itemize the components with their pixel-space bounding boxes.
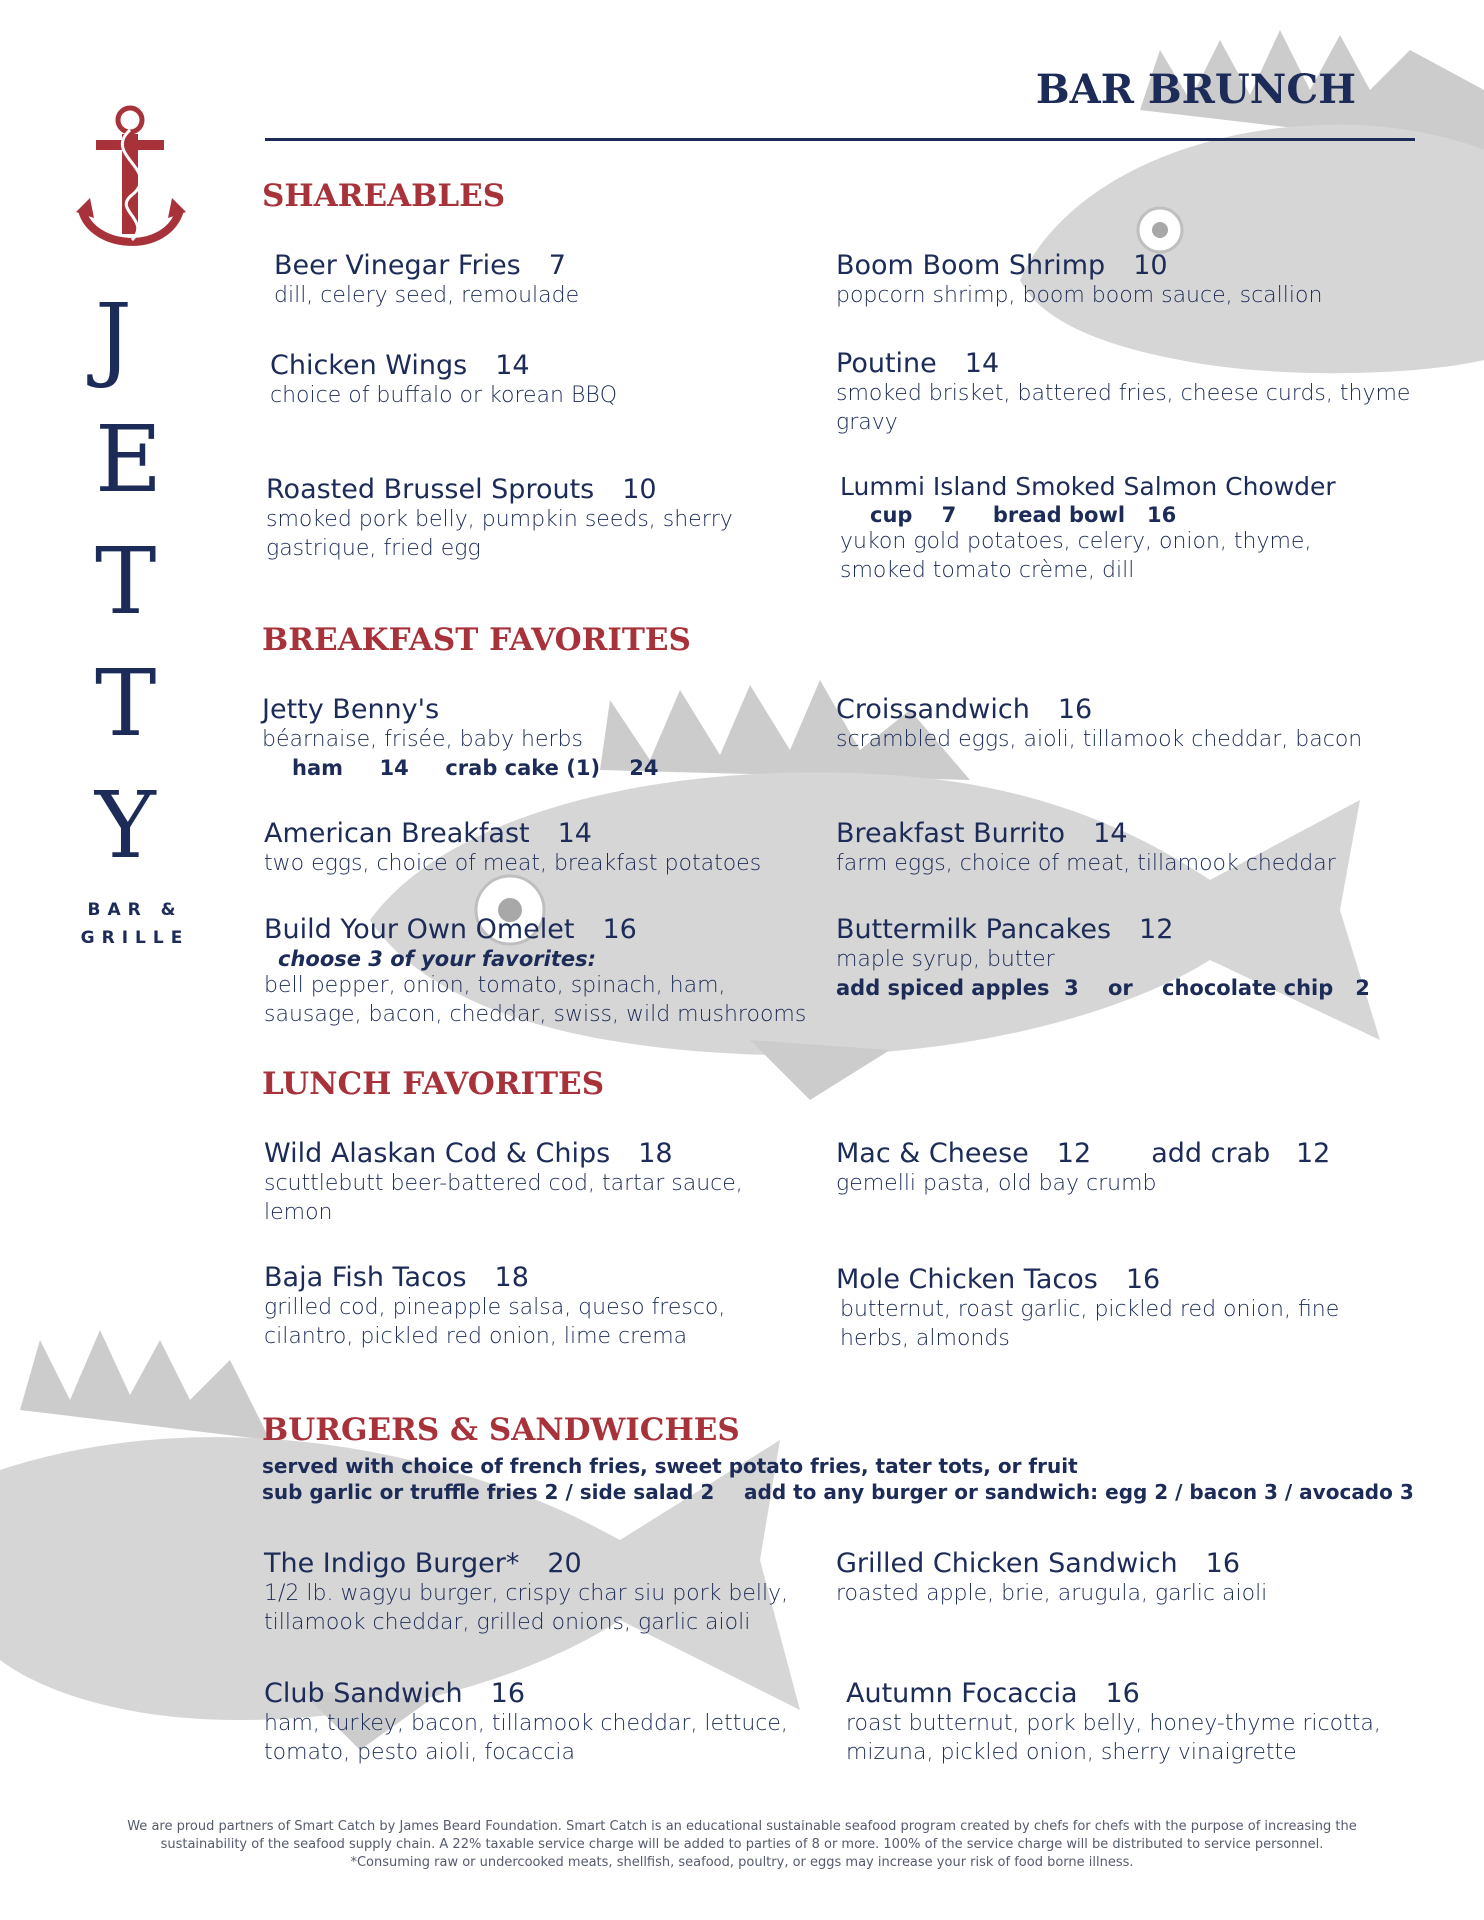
footer-disclaimer (90, 1818, 1394, 1872)
item-description: ham, turkey, bacon, tillamook cheddar, lettuce, tomato, pesto aioli, focaccia (264, 1711, 788, 1765)
logo-subtitle-bar: BAR & (87, 900, 183, 920)
item-description: smoked pork belly, pumpkin seeds, sherry gastrique, fried egg (266, 507, 733, 561)
menu-item (836, 914, 1436, 1000)
item-description: farm eggs, choice of meat, tillamook cheddar (836, 851, 1336, 876)
item-price: 16 (490, 1678, 526, 1709)
item-name: Club Sandwich (264, 1678, 463, 1709)
item-add-options: add spiced apples 3 or chocolate chip 2 (836, 976, 1370, 1000)
item-price: 16 (602, 914, 637, 945)
menu-item (262, 694, 862, 780)
item-price: 14 (1093, 818, 1128, 849)
menu-item (836, 1138, 1436, 1198)
item-description: butternut, roast garlic, pickled red onion, fine herbs, almonds (840, 1297, 1340, 1351)
menu-item (836, 348, 1416, 437)
logo-letter-j: J (95, 284, 132, 391)
item-description: smoked brisket, battered fries, cheese curds, thyme gravy (836, 381, 1411, 435)
item-description: gemelli pasta, old bay crumb (836, 1171, 1157, 1196)
item-price: 20 (547, 1548, 582, 1579)
item-description: choice of buffalo or korean BBQ (270, 383, 618, 408)
footer-consumption-warning: *Consuming raw or undercooked meats, shellfish, seafood, poultry, or eggs may increase your risk of food borne illness. (350, 1855, 1134, 1870)
item-name: Baja Fish Tacos (264, 1262, 467, 1293)
logo-subtitle-grille: GRILLE (80, 928, 190, 948)
burgers-side-note: served with choice of french fries, sweet potato fries, tater tots, or fruit (262, 1454, 1078, 1478)
menu-item (840, 472, 1360, 585)
logo-letter-t1: T (95, 528, 157, 635)
menu-item (266, 474, 766, 563)
menu-item (264, 818, 864, 878)
item-name: Breakfast Burrito (836, 818, 1066, 849)
menu-item (264, 1678, 804, 1767)
item-name: Lummi Island Smoked Salmon Chowder (840, 472, 1336, 501)
item-price: 16 (1125, 1264, 1161, 1295)
burgers-sub-note: sub garlic or truffle fries 2 / side salad 2 (262, 1480, 715, 1504)
item-name: Roasted Brussel Sprouts (266, 474, 595, 505)
item-name: Wild Alaskan Cod & Chips (264, 1138, 611, 1169)
item-description: roasted apple, brie, arugula, garlic aioli (836, 1581, 1268, 1606)
item-description: béarnaise, frisée, baby herbs (262, 727, 583, 752)
item-name: Autumn Focaccia (846, 1678, 1078, 1709)
item-price: 12 add crab 12 (1056, 1138, 1331, 1169)
section-title-shareables: SHAREABLES (262, 178, 506, 214)
menu-item (846, 1678, 1406, 1767)
burgers-add-note: add to any burger or sandwich: egg 2 / bacon 3 / avocado 3 (744, 1480, 1414, 1504)
logo-letter-y: Y (95, 772, 156, 879)
menu-item (264, 914, 824, 1029)
section-title-burgers: BURGERS & SANDWICHES (262, 1412, 740, 1448)
anchor-logo-icon (72, 100, 192, 260)
item-description: popcorn shrimp, boom boom sauce, scallion (836, 283, 1323, 308)
section-title-breakfast: BREAKFAST FAVORITES (262, 622, 691, 658)
menu-item (264, 1262, 784, 1351)
item-description: two eggs, choice of meat, breakfast potatoes (264, 851, 762, 876)
item-name: Jetty Benny's (262, 694, 440, 725)
item-description: roast butternut, pork belly, honey-thyme ricotta, mizuna, pickled onion, sherry vinaigrette (846, 1711, 1381, 1765)
item-add-options: ham 14 crab cake (1) 24 (292, 756, 659, 780)
item-description: grilled cod, pineapple salsa, queso fresco, cilantro, pickled red onion, lime crema (264, 1295, 726, 1349)
item-price: 18 (494, 1262, 529, 1293)
page-title: BAR BRUNCH (1035, 66, 1356, 113)
item-price: 7 (548, 250, 566, 281)
item-name: Boom Boom Shrimp (836, 250, 1106, 281)
menu-item (836, 694, 1436, 754)
item-name: Poutine (836, 348, 937, 379)
item-price: 14 (964, 348, 1000, 379)
item-name: Build Your Own Omelet (264, 914, 575, 945)
menu-item (836, 1548, 1436, 1608)
item-description: scuttlebutt beer-battered cod, tartar sauce, lemon (264, 1171, 743, 1225)
item-name: Mac & Cheese (836, 1138, 1029, 1169)
logo-letter-t2: T (95, 650, 157, 757)
item-description: maple syrup, butter (836, 947, 1055, 972)
item-description: 1/2 lb. wagyu burger, crispy char siu pork belly, tillamook cheddar, grilled onions, garlic aioli (264, 1581, 789, 1635)
item-name: American Breakfast (264, 818, 530, 849)
item-price: 14 (495, 350, 530, 381)
menu-item (270, 350, 870, 410)
menu-item (836, 1264, 1376, 1353)
item-price: 14 (557, 818, 592, 849)
item-choice-note: choose 3 of your favorites: (278, 947, 596, 971)
item-description: yukon gold potatoes, celery, onion, thyme, smoked tomato crème, dill (840, 529, 1312, 583)
item-name: Croissandwich (836, 694, 1030, 725)
item-description: bell pepper, onion, tomato, spinach, ham, sausage, bacon, cheddar, swiss, wild mushrooms (264, 973, 807, 1027)
item-price: 12 (1139, 914, 1174, 945)
item-price: 10 (622, 474, 657, 505)
header-divider (265, 138, 1415, 141)
menu-item (836, 818, 1436, 878)
item-name: Grilled Chicken Sandwich (836, 1548, 1178, 1579)
menu-item (274, 250, 874, 310)
item-price: 16 (1057, 694, 1093, 725)
menu-item (264, 1548, 824, 1637)
item-size-options: cup 7 bread bowl 16 (870, 503, 1177, 527)
item-name: Chicken Wings (270, 350, 468, 381)
item-name: Buttermilk Pancakes (836, 914, 1112, 945)
item-price: 10 (1133, 250, 1168, 281)
item-price: 18 (638, 1138, 673, 1169)
menu-item (836, 250, 1436, 310)
item-price: 16 (1205, 1548, 1240, 1579)
footer-smart-catch-note: We are proud partners of Smart Catch by James Beard Foundation. Smart Catch is an educational sustainable seafood program created by chefs for chefs with the purpose of increasing the sustainability of the seafood supply chain. A 22% taxable service charge will be added to parties of 8 or more. 100% of the service charge will be distributed to service personnel. (127, 1819, 1357, 1852)
item-name: Mole Chicken Tacos (836, 1264, 1098, 1295)
section-title-lunch: LUNCH FAVORITES (262, 1066, 605, 1102)
item-description: scrambled eggs, aioli, tillamook cheddar, bacon (836, 727, 1363, 752)
menu-item (264, 1138, 784, 1227)
item-description: dill, celery seed, remoulade (274, 283, 580, 308)
item-price: 16 (1105, 1678, 1140, 1709)
logo-letter-e: E (95, 406, 163, 513)
item-name: The Indigo Burger* (264, 1548, 520, 1579)
item-name: Beer Vinegar Fries (274, 250, 521, 281)
